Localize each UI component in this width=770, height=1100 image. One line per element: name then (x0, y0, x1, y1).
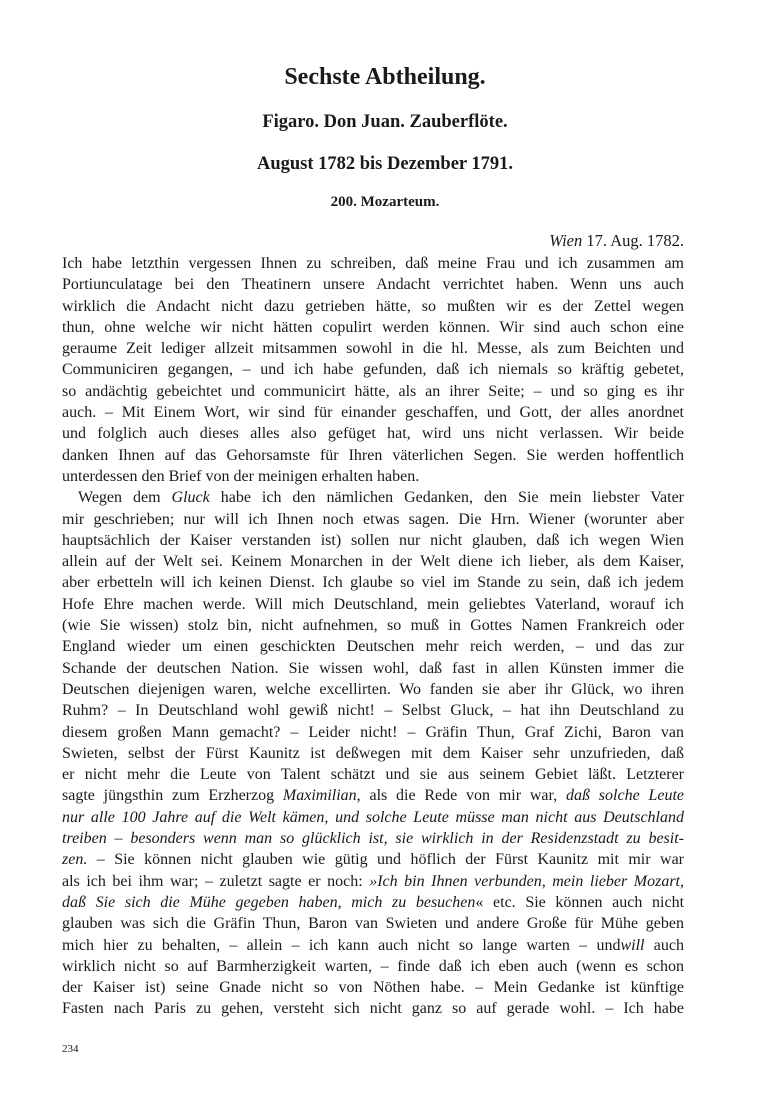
section-subtitle: Figaro. Don Juan. Zauberflöte. (262, 112, 508, 132)
italic-run: Maximilian (282, 787, 357, 805)
text-line: Deutschen diejenigen waren, welche excellirten. Wo fanden sie aber ihr Glück, wo ihren (62, 680, 684, 698)
text-line: geraume Zeit lediger allzeit mitsammen sowohl in die hl. Messe, als zum Beichten und (62, 340, 684, 358)
text-line: Communiciren gegangen, – und ich habe gefunden, daß ich niemals so kräftig gebetet, (62, 361, 684, 379)
text-line: unterdessen den Brief von der meinigen erhalten haben. (62, 467, 420, 485)
text-line (62, 487, 684, 508)
letter-dateline (549, 231, 684, 251)
text-line: Portiunculatage bei den Theatinern unsere Andacht verrichtet haben. Wenn uns auch (62, 276, 684, 294)
text-line: thun, ohne welche wir nicht hätten copulirt werden können. Wir sind auch schon eine (62, 318, 684, 336)
italic-run: zen. (62, 851, 88, 869)
text-run: sagte jüngsthin zum Erzherzog (62, 787, 283, 805)
text-line (62, 849, 684, 870)
text-line: Swieten, selbst der Fürst Kaunitz ist deßwegen mit dem Kaiser sehr unzufrieden, daß (62, 744, 684, 762)
italic-run: treiben – besonders wenn man so glücklich ist, sie wirklich in der Residenzstadt zu besit- (62, 830, 684, 848)
text-line: auch. – Mit Einem Wort, wir sind für einander geschaffen, und Gott, der alles anordnet (62, 404, 684, 422)
text-line: so andächtig gebeichtet und communicirt hätte, als an ihrer Seite; – und so ging es ihr (62, 382, 684, 400)
text-line: allein auf der Welt sei. Keinem Monarchen in der Welt diene ich lieber, als dem Kaiser, (62, 553, 684, 571)
dateline-date: 17. Aug. 1782. (582, 231, 684, 250)
text-line: diesem großen Mann gemacht? – Leider nicht! – Gräfin Thun, Graf Zichi, Baron van (62, 723, 684, 741)
text-run: « etc. Sie können auch nicht (475, 893, 685, 911)
text-line: glauben was sich die Gräfin Thun, Baron van Swieten und andere Große für Mühe geben (62, 915, 684, 933)
text-line: und folglich auch dieses alles also gefüget hat, wird uns nicht verlassen. Wir beide (62, 425, 684, 443)
text-line: Hofe Ehre machen werde. Will mich Deutschland, mein geliebtes Vaterland, worauf ich (62, 595, 684, 613)
text-run: auch (644, 936, 685, 954)
italic-run: daß Sie sich die Mühe gegeben haben, mich zu besuchen (62, 893, 476, 911)
italic-run: will (620, 936, 645, 954)
text-line: hauptsächlich der Kaiser verstanden ist) sollen nur nicht glauben, daß ich wegen Wien (62, 531, 684, 549)
text-line: mir geschrieben; nur will ich Ihnen noch etwas sagen. Die Hrn. Wiener (worunter aber (62, 510, 684, 528)
text-line: er nicht mehr die Leute von Talent schätzt und sie aus seinem Gebiet läßt. Letzterer (62, 766, 684, 784)
text-line: Ruhm? – In Deutschland wohl gewiß nicht! – Selbst Gluck, – hat ihn Deutschland zu (62, 702, 684, 720)
date-range: August 1782 bis Dezember 1791. (256, 154, 514, 174)
page-number: 234 (62, 1043, 79, 1055)
text-line: (wie Sie wissen) stolz bin, nicht aufnehmen, so muß in Gottes Namen Frankreich oder (62, 617, 684, 635)
italic-run: »Ich bin Ihnen verbunden, mein lieber Mozart, (369, 872, 684, 890)
text-line (62, 807, 684, 828)
text-run: als ich bei ihm war; – zuletzt sagte er noch: (62, 872, 370, 890)
text-line (62, 892, 684, 913)
text-line (62, 828, 684, 849)
text-line: danken Ihnen auf das Gehorsamste für Ihren väterlichen Segen. Sie werden hoffentlich (62, 446, 684, 464)
text-line (62, 935, 684, 956)
text-run: Wegen dem (78, 489, 172, 507)
text-line (62, 785, 684, 806)
text-line: wirklich die Andacht nicht dazu getrieben hätte, so mußten wir es der Zettel wegen (62, 297, 684, 315)
text-line: Ich habe letzthin vergessen Ihnen zu schreiben, daß meine Frau und ich zusammen am (62, 255, 684, 272)
text-run: mich hier zu behalten, – allein – ich kann auch nicht so lange warten – und (62, 936, 621, 954)
text-line: Fasten nach Paris zu gehen, versteht sich nicht ganz so auf gerade wohl. – Ich habe (62, 1000, 684, 1018)
text-line: der Kaiser ist) seine Gnade nicht so von Nöthen habe. – Mein Gedanke ist künftige (62, 979, 684, 997)
italic-run: Gluck (171, 489, 210, 507)
text-line: aber erbetteln will ich keinen Dienst. Ich glaube so viel im Stande zu sein, daß ich jedem (62, 574, 684, 592)
italic-run: nur alle 100 Jahre auf die Welt kämen, und solche Leute müsse man nicht aus Deutschland (62, 808, 684, 826)
letter-body (62, 253, 684, 1020)
text-run: , als die Rede von mir war, (356, 787, 566, 805)
text-run: – Sie können nicht glauben wie gütig und höflich der Fürst Kaunitz mit mir war (87, 851, 684, 869)
text-line: England wieder um einen geschickten Deutschen mehr reich werden, – und das zur (62, 638, 684, 656)
text-line: Schande der deutschen Nation. Sie wissen wohl, daß fast in allen Künsten immer die (62, 659, 684, 677)
text-line (62, 871, 684, 892)
text-run: habe ich den nämlichen Gedanken, den Sie mein liebster Vater (209, 489, 684, 507)
dateline-place: Wien (549, 231, 583, 250)
letter-title: 200. Mozarteum. (330, 194, 440, 210)
text-line: wirklich nicht so auf Barmherzigkeit warten, – finde daß ich eben auch (wenn es schon (62, 957, 684, 975)
section-title: Sechste Abtheilung. (284, 64, 486, 90)
italic-run: daß solche Leute (566, 787, 685, 805)
